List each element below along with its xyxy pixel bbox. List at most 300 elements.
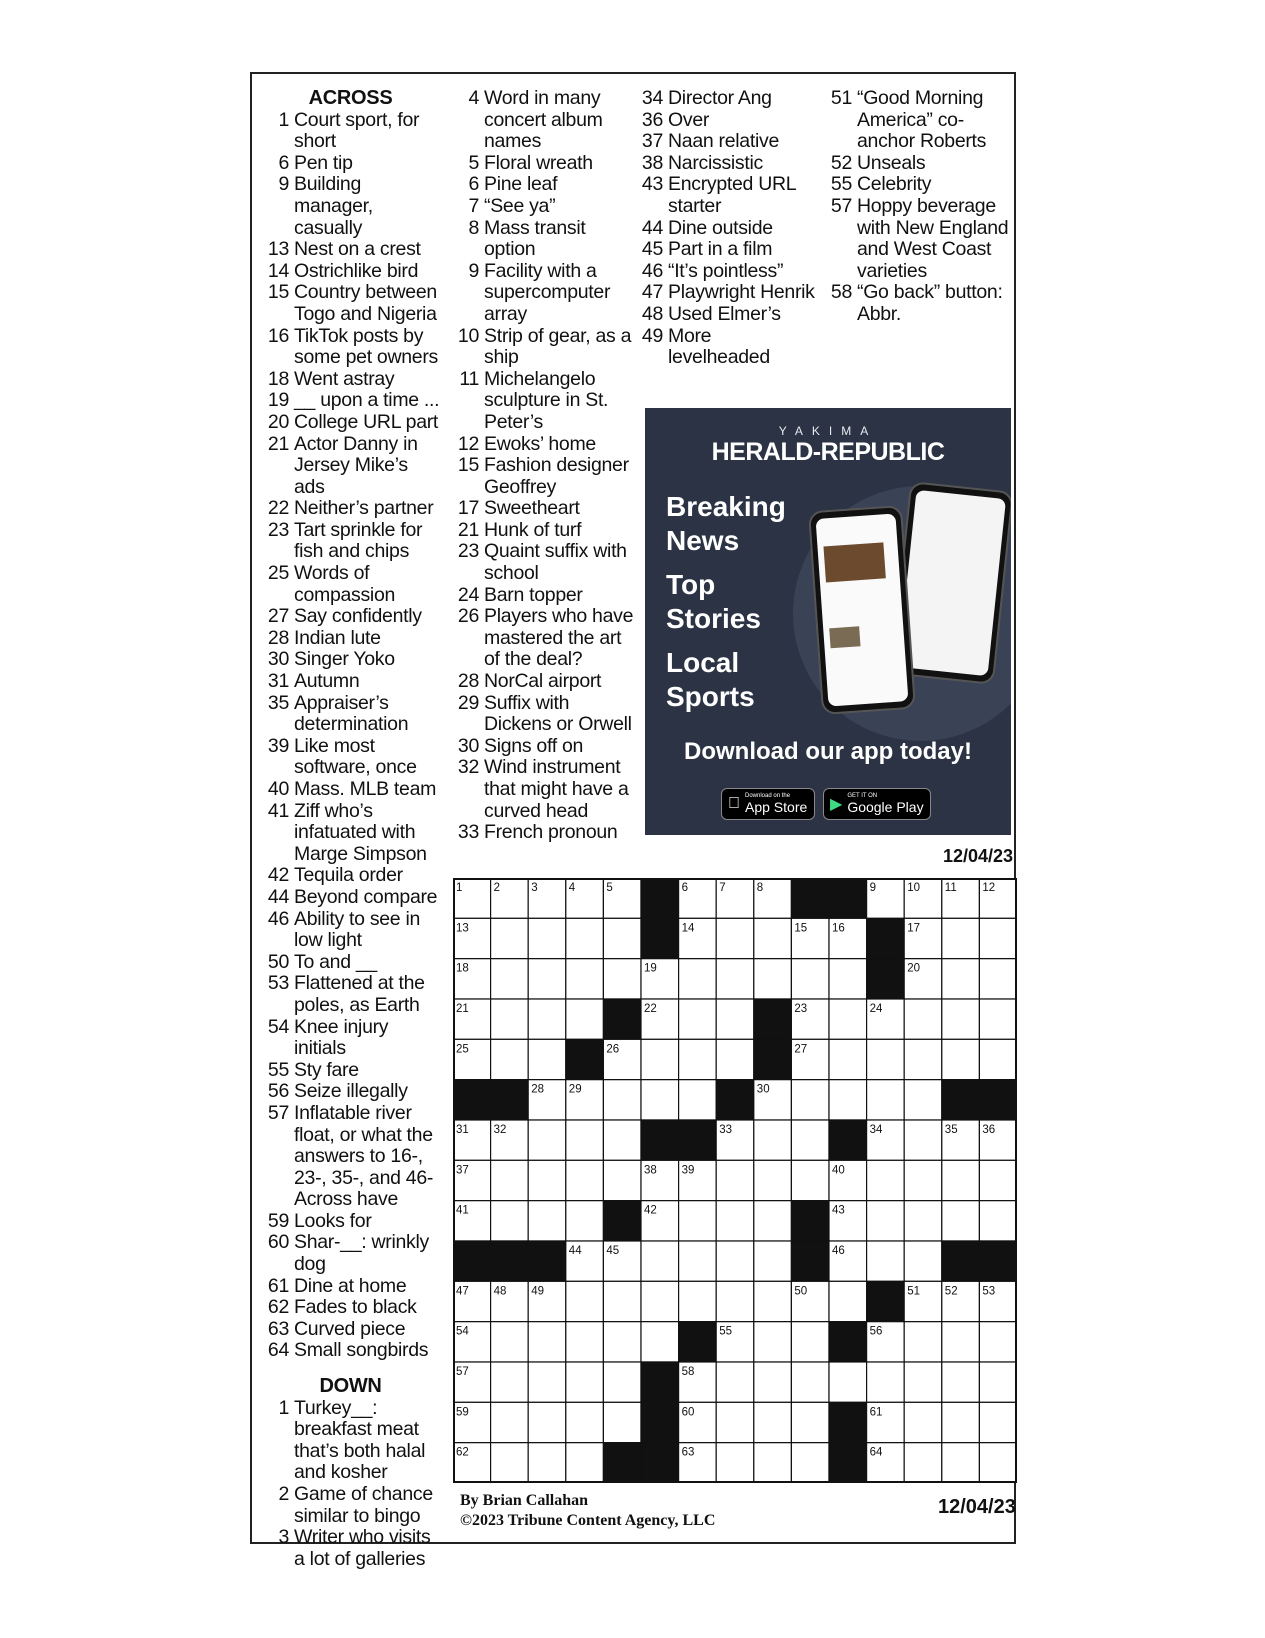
grid-cell[interactable] [791, 1080, 829, 1120]
cell-number: 28 [531, 1083, 544, 1096]
clue-number: 1 [278, 108, 289, 131]
clue-number: 30 [457, 734, 479, 757]
cell-number: 26 [606, 1043, 620, 1056]
clue-17 [453, 498, 638, 520]
google-play-button[interactable]: ▶ GET IT ON Google Play [823, 788, 931, 820]
clue-25 [263, 563, 443, 606]
across-header: ACROSS [308, 87, 393, 109]
clue-text: __ upon a time ... [294, 389, 440, 412]
clue-number: 33 [457, 821, 479, 844]
phone-front-image [808, 505, 916, 715]
grid-cell[interactable] [679, 999, 717, 1039]
clue-text: Dine at home [294, 1274, 407, 1297]
clue-number: 16 [267, 324, 289, 347]
clue-text: Indian lute [294, 626, 381, 649]
grid-cell[interactable] [603, 1281, 641, 1321]
clue-number: 50 [267, 950, 289, 973]
cell-number: 22 [644, 1003, 657, 1015]
grid-cell[interactable] [754, 1281, 792, 1321]
grid-cell[interactable] [904, 1402, 942, 1442]
cell-number: 21 [456, 1003, 469, 1015]
grid-cell[interactable] [566, 1402, 604, 1442]
grid-cell[interactable] [867, 1362, 905, 1402]
grid-cell[interactable] [829, 1080, 867, 1120]
grid-block [829, 1322, 867, 1362]
clue-53 [263, 973, 443, 1016]
grid-cell[interactable] [528, 1362, 566, 1402]
clue-18 [263, 369, 443, 391]
grid-cell[interactable] [491, 1443, 529, 1483]
grid-cell[interactable] [979, 1443, 1017, 1483]
grid-cell[interactable] [679, 1201, 717, 1241]
grid-cell[interactable] [716, 1443, 754, 1483]
clue-text: Playwright Henrik [668, 281, 815, 304]
cell-number: 8 [756, 882, 764, 894]
grid-cell[interactable] [867, 1241, 905, 1281]
grid-cell[interactable] [641, 1281, 679, 1321]
grid-svg[interactable] [453, 878, 1017, 1483]
grid-cell[interactable] [603, 1402, 641, 1442]
clue-number: 46 [267, 907, 289, 930]
grid-cell[interactable] [791, 1322, 829, 1362]
grid-cell[interactable] [904, 1039, 942, 1079]
grid-cell[interactable] [979, 1201, 1017, 1241]
clue-6 [263, 153, 443, 175]
grid-cell[interactable] [603, 959, 641, 999]
clue-number: 42 [267, 864, 289, 887]
clue-21 [453, 520, 638, 542]
cell-number: 17 [907, 922, 920, 935]
grid-cell[interactable] [979, 999, 1017, 1039]
grid-cell[interactable] [904, 1160, 942, 1200]
grid-cell[interactable] [791, 1362, 829, 1402]
clue-number: 3 [278, 1526, 289, 1549]
ad-line-3: Top [666, 569, 716, 600]
grid-cell[interactable] [679, 1080, 717, 1120]
grid-cell[interactable] [791, 1443, 829, 1483]
clue-number: 25 [267, 562, 289, 585]
grid-cell[interactable] [791, 1160, 829, 1200]
clue-text: French pronoun [484, 821, 618, 844]
clue-number: 29 [457, 691, 479, 714]
clue-10 [453, 326, 638, 369]
grid-cell[interactable] [528, 1160, 566, 1200]
clue-number: 27 [267, 605, 289, 628]
clue-text: Country between Togo and Nigeria [294, 281, 437, 325]
grid-cell[interactable] [867, 1201, 905, 1241]
clue-number: 58 [830, 281, 852, 304]
clue-text: Ostrichlike bird [294, 259, 419, 282]
grid-cell[interactable] [942, 1443, 980, 1483]
grid-cell[interactable] [491, 1201, 529, 1241]
clue-number: 43 [641, 173, 663, 196]
grid-cell[interactable] [679, 1241, 717, 1281]
copyright: ©2023 Tribune Content Agency, LLC [460, 1512, 716, 1529]
grid-cell[interactable] [942, 1039, 980, 1079]
clue-number: 21 [457, 518, 479, 541]
grid-cell[interactable] [829, 959, 867, 999]
grid-cell[interactable] [791, 1402, 829, 1442]
clue-text: Singer Yoko [294, 648, 395, 671]
clue-text: Strip of gear, as a ship [484, 324, 632, 369]
clue-text: Turkey__: breakfast meat that’s both halal and kosher [294, 1396, 426, 1484]
grid-cell[interactable] [716, 1362, 754, 1402]
cell-number: 13 [456, 922, 469, 935]
grid-cell[interactable] [679, 959, 717, 999]
clue-47 [637, 282, 817, 304]
cell-number: 15 [794, 922, 808, 935]
clues-column-4 [826, 88, 1016, 326]
clue-text: Looks for [294, 1209, 372, 1232]
grid-cell[interactable] [491, 1362, 529, 1402]
clue-text: Building manager, casually [294, 173, 373, 239]
clue-text: Sweetheart [484, 497, 580, 520]
grid-cell[interactable] [829, 1362, 867, 1402]
clue-text: Fashion designer Geoffrey [484, 454, 629, 498]
grid-cell[interactable] [566, 1120, 604, 1160]
clue-35 [263, 693, 443, 736]
grid-cell[interactable] [829, 1281, 867, 1321]
clue-text: Ability to see in low light [294, 907, 421, 952]
clue-60 [263, 1232, 443, 1275]
cell-number: 62 [456, 1446, 469, 1459]
grid-block [791, 1201, 829, 1241]
clue-44 [263, 887, 443, 909]
clue-32 [453, 757, 638, 822]
clue-24 [453, 585, 638, 607]
cell-number: 11 [944, 882, 957, 894]
clue-text: Narcissistic [668, 151, 763, 174]
grid-cell[interactable] [942, 1362, 980, 1402]
grid-block [829, 1120, 867, 1160]
grid-cell[interactable] [979, 1039, 1017, 1079]
ad-line-2: News [666, 525, 740, 556]
clue-number: 44 [641, 216, 663, 239]
grid-cell[interactable] [942, 959, 980, 999]
clue-number: 18 [267, 367, 289, 390]
clue-61 [263, 1276, 443, 1298]
clue-57 [826, 196, 1016, 282]
clue-number: 37 [641, 130, 663, 153]
clue-number: 28 [457, 670, 479, 693]
cell-number: 5 [606, 882, 613, 894]
grid-cell[interactable] [942, 918, 980, 958]
grid-cell[interactable] [641, 1039, 679, 1079]
clue-number: 47 [641, 281, 663, 304]
grid-cell[interactable] [716, 1241, 754, 1281]
clue-text: Word in many concert album names [484, 87, 603, 153]
grid-cell[interactable] [791, 1120, 829, 1160]
grid-cell[interactable] [566, 999, 604, 1039]
clue-text: Inflatable river float, or what the answers to 16-, 23-, 35-, and 46-Across have [294, 1101, 434, 1211]
grid-cell[interactable] [754, 1120, 792, 1160]
grid-cell[interactable] [942, 1160, 980, 1200]
date-top: 12/04/23 [943, 846, 1014, 866]
grid-cell[interactable] [566, 1362, 604, 1402]
grid-cell[interactable] [566, 918, 604, 958]
ad-line-4: Stories [666, 603, 761, 634]
clue-number: 53 [267, 972, 289, 995]
grid-cell[interactable] [641, 1080, 679, 1120]
clue-56 [263, 1081, 443, 1103]
grid-cell[interactable] [942, 1402, 980, 1442]
clue-number: 4 [468, 87, 479, 109]
grid-cell[interactable] [566, 1160, 604, 1200]
grid-cell[interactable] [528, 1039, 566, 1079]
ad-download-text: Download our app today! [684, 738, 972, 765]
grid-cell[interactable] [979, 959, 1017, 999]
clue-text: Signs off on [484, 734, 584, 757]
cell-number: 31 [456, 1124, 469, 1136]
grid-block [566, 1039, 604, 1079]
grid-cell[interactable] [603, 1160, 641, 1200]
clue-55 [263, 1060, 443, 1082]
grid-cell[interactable] [716, 959, 754, 999]
grid-cell[interactable] [904, 1322, 942, 1362]
grid-block [942, 1241, 980, 1281]
clue-text: Used Elmer’s [668, 302, 781, 325]
grid-block [491, 1241, 529, 1281]
clue-9 [453, 261, 638, 326]
grid-cell[interactable] [867, 1080, 905, 1120]
grid-cell[interactable] [829, 1039, 867, 1079]
grid-cell[interactable] [566, 1443, 604, 1483]
clue-number: 21 [267, 432, 289, 455]
clue-2 [263, 1484, 443, 1527]
grid-cell[interactable] [491, 1160, 529, 1200]
cell-number: 25 [456, 1043, 469, 1056]
grid-cell[interactable] [754, 1201, 792, 1241]
clue-40 [263, 779, 443, 801]
clue-text: Seize illegally [294, 1080, 408, 1103]
clues-column-2 [453, 88, 638, 844]
grid-cell[interactable] [904, 1120, 942, 1160]
app-advertisement[interactable] [645, 408, 1011, 835]
cell-number: 29 [568, 1083, 582, 1096]
cell-number: 47 [456, 1285, 469, 1298]
grid-cell[interactable] [491, 1322, 529, 1362]
clue-number: 39 [267, 734, 289, 757]
clue-number: 5 [468, 151, 479, 174]
crossword-grid[interactable] [453, 878, 1017, 1483]
ad-city: YAKIMA [778, 424, 878, 438]
cell-number: 40 [832, 1164, 845, 1177]
grid-cell[interactable] [867, 1039, 905, 1079]
grid-cell[interactable] [603, 918, 641, 958]
grid-block [942, 1080, 980, 1120]
cell-number: 6 [681, 882, 689, 894]
clue-number: 1 [278, 1396, 289, 1419]
cell-number: 39 [681, 1164, 695, 1177]
clue-text: Like most software, once [294, 734, 417, 779]
grid-cell[interactable] [566, 1281, 604, 1321]
grid-cell[interactable] [867, 1160, 905, 1200]
grid-cell[interactable] [566, 1201, 604, 1241]
clues-column-3 [637, 88, 817, 369]
clue-text: Pine leaf [484, 173, 558, 196]
clue-number: 15 [267, 281, 289, 304]
cell-number: 63 [681, 1446, 695, 1459]
clue-number: 45 [641, 238, 663, 261]
clue-33 [453, 822, 638, 844]
grid-cell[interactable] [491, 918, 529, 958]
clue-11 [453, 369, 638, 434]
grid-block [716, 1080, 754, 1120]
grid-cell[interactable] [979, 918, 1017, 958]
grid-cell[interactable] [716, 1160, 754, 1200]
grid-block [829, 1443, 867, 1483]
clue-text: Floral wreath [484, 151, 593, 174]
clue-number: 8 [468, 216, 479, 239]
cell-number: 30 [756, 1083, 770, 1096]
clue-text: Pen tip [294, 151, 353, 174]
cell-number: 48 [493, 1285, 507, 1298]
grid-cell[interactable] [603, 1322, 641, 1362]
grid-cell[interactable] [491, 959, 529, 999]
clue-30 [263, 649, 443, 671]
grid-cell[interactable] [716, 1201, 754, 1241]
clue-63 [263, 1319, 443, 1341]
grid-cell[interactable] [754, 1160, 792, 1200]
clue-number: 52 [830, 151, 852, 174]
cell-number: 59 [456, 1406, 469, 1419]
grid-cell[interactable] [716, 1281, 754, 1321]
clue-number: 61 [267, 1274, 289, 1297]
grid-block [829, 878, 867, 918]
cell-number: 44 [568, 1245, 582, 1257]
clue-number: 17 [457, 497, 479, 520]
grid-cell[interactable] [528, 1120, 566, 1160]
grid-cell[interactable] [528, 1322, 566, 1362]
clue-64 [263, 1340, 443, 1362]
clue-text: Say confidently [294, 605, 422, 628]
grid-cell[interactable] [528, 1443, 566, 1483]
clue-number: 32 [457, 756, 479, 779]
clue-number: 19 [267, 389, 289, 412]
clue-number: 26 [457, 605, 479, 628]
cell-number: 14 [681, 922, 695, 935]
clue-text: Tequila order [294, 864, 403, 887]
grid-cell[interactable] [716, 999, 754, 1039]
grid-cell[interactable] [754, 1402, 792, 1442]
grid-cell[interactable] [566, 1322, 604, 1362]
clue-31 [263, 671, 443, 693]
grid-cell[interactable] [942, 1201, 980, 1241]
grid-cell[interactable] [942, 1322, 980, 1362]
grid-cell[interactable] [528, 1402, 566, 1442]
grid-cell[interactable] [754, 918, 792, 958]
clue-text: Part in a film [668, 238, 773, 261]
clue-text: Beyond compare [294, 885, 438, 908]
clue-text: Dine outside [668, 216, 773, 239]
clue-text: Hunk of turf [484, 518, 582, 541]
grid-cell[interactable] [904, 1201, 942, 1241]
grid-cell[interactable] [679, 1039, 717, 1079]
grid-cell[interactable] [716, 918, 754, 958]
cell-number: 42 [644, 1204, 657, 1217]
grid-cell[interactable] [716, 1039, 754, 1079]
clue-54 [263, 1017, 443, 1060]
grid-cell[interactable] [603, 1362, 641, 1402]
cell-number: 50 [794, 1285, 808, 1298]
clue-number: 36 [641, 108, 663, 131]
clue-number: 11 [459, 367, 479, 390]
grid-cell[interactable] [528, 1201, 566, 1241]
grid-cell[interactable] [754, 959, 792, 999]
app-store-button[interactable]: Download on the App Store [721, 788, 815, 820]
clue-number: 9 [468, 259, 479, 282]
grid-cell[interactable] [603, 1080, 641, 1120]
grid-cell[interactable] [754, 1322, 792, 1362]
grid-cell[interactable] [904, 1362, 942, 1402]
grid-cell[interactable] [979, 1402, 1017, 1442]
clue-number: 55 [830, 173, 852, 196]
grid-cell[interactable] [491, 1039, 529, 1079]
grid-block [641, 878, 679, 918]
grid-cell[interactable] [566, 959, 604, 999]
grid-cell[interactable] [979, 1160, 1017, 1200]
clue-41 [263, 801, 443, 866]
grid-cell[interactable] [528, 959, 566, 999]
grid-cell[interactable] [791, 959, 829, 999]
clue-number: 6 [278, 151, 289, 174]
grid-cell[interactable] [603, 1120, 641, 1160]
grid-cell[interactable] [679, 1281, 717, 1321]
clue-7 [453, 196, 638, 218]
grid-cell[interactable] [491, 999, 529, 1039]
grid-cell[interactable] [904, 1080, 942, 1120]
clue-number: 13 [267, 238, 289, 261]
clue-44 [637, 218, 817, 240]
clue-5 [453, 153, 638, 175]
clue-text: Ziff who’s infatuated with Marge Simpson [294, 799, 427, 865]
grid-cell[interactable] [491, 1402, 529, 1442]
grid-block [453, 1080, 491, 1120]
grid-cell[interactable] [528, 999, 566, 1039]
grid-cell[interactable] [716, 1402, 754, 1442]
grid-cell[interactable] [641, 1241, 679, 1281]
grid-cell[interactable] [904, 1443, 942, 1483]
grid-cell[interactable] [754, 1241, 792, 1281]
clue-text: “Go back” button: Abbr. [857, 281, 1003, 325]
grid-cell[interactable] [754, 1362, 792, 1402]
cell-number: 46 [832, 1245, 845, 1257]
clue-number: 35 [267, 691, 289, 714]
clue-text: Suffix with Dickens or Orwell [484, 691, 632, 736]
cell-number: 51 [907, 1285, 920, 1298]
grid-cell[interactable] [754, 1443, 792, 1483]
grid-cell[interactable] [528, 918, 566, 958]
cell-number: 43 [832, 1204, 845, 1217]
grid-cell[interactable] [979, 1362, 1017, 1402]
grid-cell[interactable] [904, 1241, 942, 1281]
grid-cell[interactable] [904, 999, 942, 1039]
grid-cell[interactable] [979, 1322, 1017, 1362]
clue-number: 44 [267, 885, 289, 908]
clue-20 [263, 412, 443, 434]
clue-number: 56 [267, 1080, 289, 1103]
cell-number: 45 [606, 1245, 620, 1257]
ad-line-5: Local [666, 647, 740, 678]
clue-text: Small songbirds [294, 1339, 429, 1362]
clue-number: 12 [457, 432, 479, 455]
grid-block [979, 1080, 1017, 1120]
grid-block [791, 1241, 829, 1281]
grid-cell[interactable] [641, 1322, 679, 1362]
grid-cell[interactable] [942, 999, 980, 1039]
clue-number: 40 [267, 778, 289, 800]
grid-cell[interactable] [829, 999, 867, 1039]
